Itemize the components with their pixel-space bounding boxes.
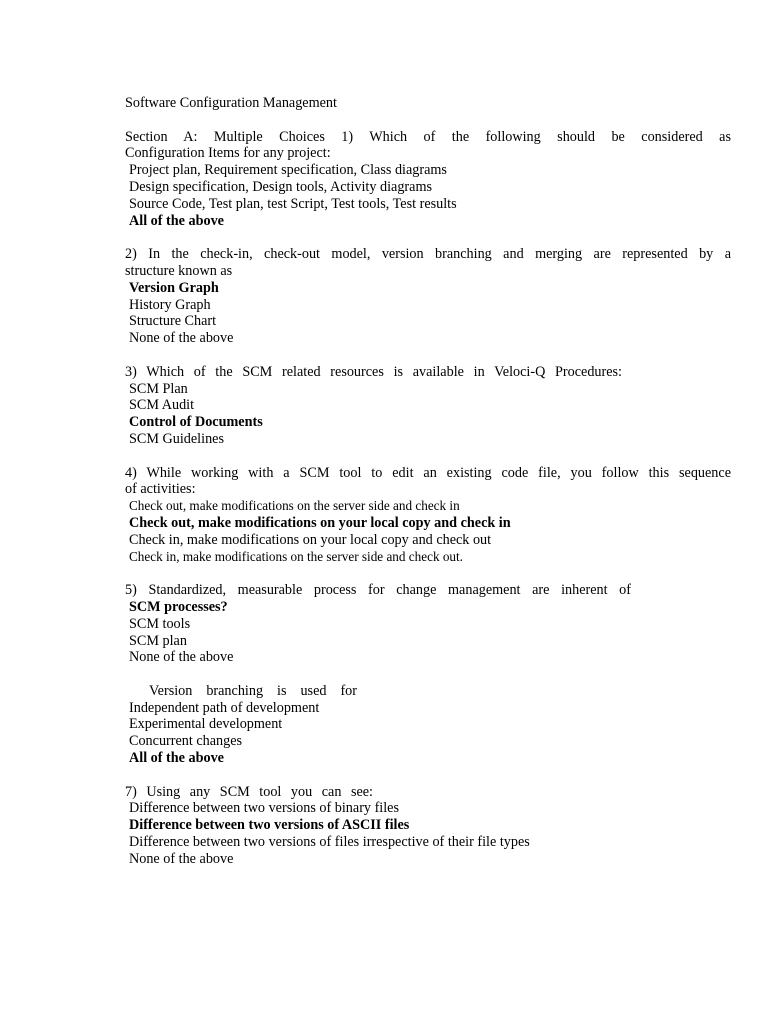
question-3-stem-line-1: 3) Which of the SCM related resources is available in Veloci-Q Procedures: <box>125 363 622 380</box>
question-5-option-b: SCM tools <box>129 615 191 632</box>
question-7-stem-line-1: 7) Using any SCM tool you can see: <box>125 783 373 800</box>
question-4-option-c: Check in, make modifications on your local copy and check out <box>129 531 492 548</box>
question-1-option-b: Design specification, Design tools, Activity diagrams <box>129 178 433 195</box>
question-2-option-b: History Graph <box>129 296 211 313</box>
question-2-option-c: Structure Chart <box>129 313 217 330</box>
spacer <box>125 347 731 364</box>
question-2-option-d: None of the above <box>129 330 234 347</box>
question-5 <box>125 582 731 666</box>
spacer <box>125 448 731 465</box>
question-3-option-a: SCM Plan <box>129 380 188 397</box>
question-7-option-d: None of the above <box>129 850 234 867</box>
question-1 <box>125 129 731 230</box>
spacer <box>125 229 731 246</box>
question-1-stem-line-1: Section A: Multiple Choices 1) Which of the following should be considered as <box>125 128 731 145</box>
question-7-option-b: Difference between two versions of ASCII files <box>129 817 410 834</box>
question-4-stem-line-1: 4) While working with a SCM tool to edit an existing code file, you follow this sequence <box>125 464 731 481</box>
question-4-option-a: Check out, make modifications on the server side and check in <box>129 498 460 514</box>
question-3-option-d: SCM Guidelines <box>129 430 224 447</box>
question-7 <box>125 784 731 868</box>
question-6-option-a: Independent path of development <box>129 699 320 716</box>
question-4-option-d: Check in, make modifications on the server side and check out. <box>129 548 463 564</box>
question-1-option-d: All of the above <box>129 212 224 229</box>
question-2-stem-line-2: structure known as <box>125 262 233 279</box>
question-3-option-c: Control of Documents <box>129 414 263 431</box>
question-4-option-b: Check out, make modifications on your local copy and check in <box>129 514 511 531</box>
spacer <box>125 666 731 683</box>
spacer <box>125 565 731 582</box>
question-4-stem-line-2: of activities: <box>125 481 196 498</box>
question-1-option-c: Source Code, Test plan, test Script, Test tools, Test results <box>129 195 457 212</box>
question-1-stem-line-2: Configuration Items for any project: <box>125 145 331 162</box>
question-2-option-a: Version Graph <box>129 279 219 296</box>
question-3 <box>125 364 731 448</box>
question-1-option-a: Project plan, Requirement specification, Class diagrams <box>129 162 447 179</box>
question-6-stem-line-1: Version branching is used for <box>149 682 357 699</box>
question-6 <box>125 683 731 767</box>
question-3-option-b: SCM Audit <box>129 397 195 414</box>
document-page <box>125 95 731 868</box>
question-7-option-c: Difference between two versions of files irrespective of their file types <box>129 834 530 851</box>
question-5-option-d: None of the above <box>129 649 234 666</box>
spacer <box>125 767 731 784</box>
document-title: Software Configuration Management <box>125 95 337 111</box>
question-5-option-a: SCM processes? <box>129 598 228 615</box>
question-5-stem-line-1: 5) Standardized, measurable process for change management are inherent of <box>125 582 631 599</box>
question-2-stem-line-1: 2) In the check-in, check-out model, version branching and merging are represented by a <box>125 246 731 263</box>
question-5-option-c: SCM plan <box>129 632 187 649</box>
question-6-option-b: Experimental development <box>129 716 283 733</box>
question-6-option-d: All of the above <box>129 750 224 767</box>
question-7-option-a: Difference between two versions of binary files <box>129 800 399 817</box>
question-4 <box>125 465 731 566</box>
spacer <box>125 112 731 129</box>
question-2 <box>125 246 731 347</box>
question-6-option-c: Concurrent changes <box>129 733 243 750</box>
